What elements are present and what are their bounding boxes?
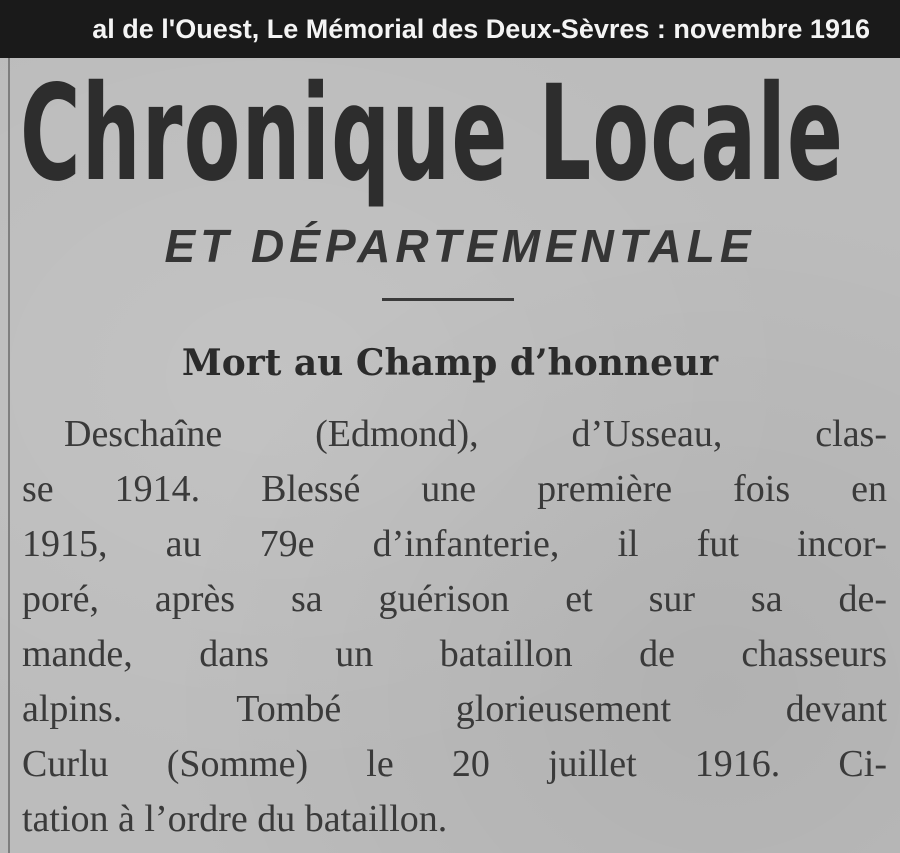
body-line: 1915, au 79e d’infanterie, il fut incor-	[22, 523, 887, 565]
body-line: tation à l’ordre du bataillon.	[22, 798, 448, 840]
body-line: mande, dans un bataillon de chasseurs	[22, 633, 887, 675]
article-body	[22, 408, 887, 848]
masthead-subtitle: ET DÉPARTEMENTALE	[164, 220, 756, 272]
section-divider	[382, 298, 514, 301]
article-headline: Mort au Champ d’honneur	[181, 342, 719, 384]
column-rule	[8, 58, 10, 853]
body-line: poré, après sa guérison et sur sa de-	[22, 578, 887, 620]
masthead-title: Chronique Locale	[20, 64, 845, 211]
body-line: se 1914. Blessé une première fois en	[22, 468, 887, 510]
body-line: Deschaîne (Edmond), d’Usseau, clas-	[64, 413, 887, 455]
newspaper-clipping	[0, 58, 900, 853]
caption-title: al de l'Ouest, Le Mémorial des Deux-Sèvres : novembre 1916	[92, 14, 870, 44]
body-line: alpins. Tombé glorieusement devant	[22, 688, 887, 730]
masthead	[20, 64, 880, 214]
caption-bar	[0, 0, 900, 58]
body-line: Curlu (Somme) le 20 juillet 1916. Ci-	[22, 743, 887, 785]
